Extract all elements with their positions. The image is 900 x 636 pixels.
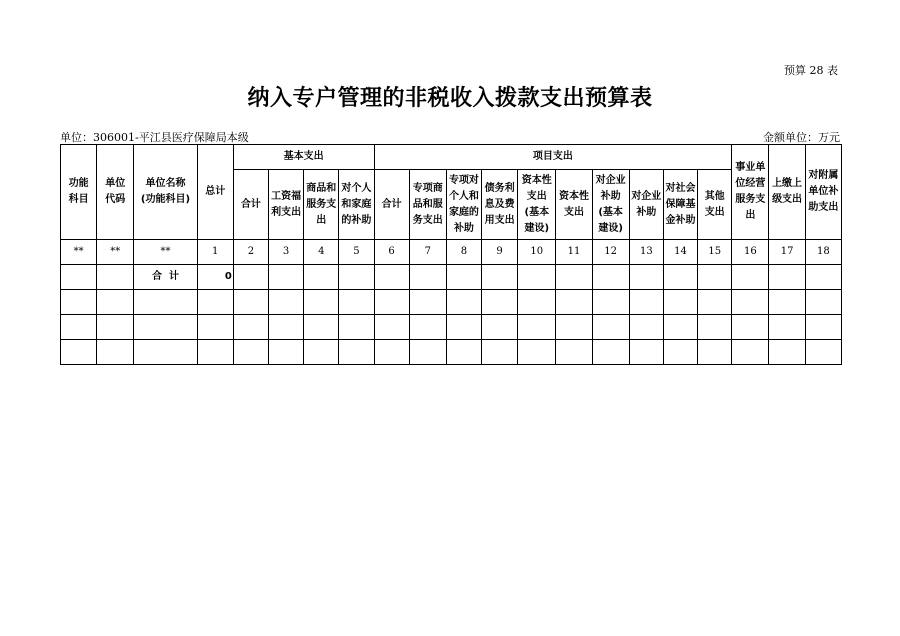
index-cell: 14 [663,240,697,265]
index-cell: 1 [197,240,233,265]
header-project-col: 专项商 品和服 务支出 [409,170,446,240]
header-project-col: 对企业 补助 [629,170,663,240]
table-cell [97,265,134,290]
table-cell [482,340,518,365]
table-cell [446,315,481,340]
table-cell [518,315,556,340]
header-project-expense: 项目支出 [374,145,732,170]
table-cell [134,315,197,340]
table-cell [304,315,339,340]
table-cell [374,290,409,315]
table-cell [732,340,769,365]
index-cell: 8 [446,240,481,265]
unit-info: 单位：306001-平江县医疗保障局本级 [60,131,249,144]
table-cell [663,315,697,340]
table-cell [374,340,409,365]
table-cell [304,290,339,315]
table-cell [769,290,805,315]
index-cell: 2 [233,240,268,265]
header-project-col: 合计 [374,170,409,240]
index-cell: 15 [698,240,732,265]
table-cell [134,340,197,365]
table-cell [805,265,841,290]
table-cell [134,290,197,315]
table-cell [732,265,769,290]
index-cell: 16 [732,240,769,265]
table-cell [61,290,97,315]
table-cell [97,290,134,315]
header-basic-col: 工资福 利支出 [269,170,304,240]
table-cell [339,290,374,315]
header-basic-expense: 基本支出 [233,145,374,170]
table-cell [374,265,409,290]
table-cell [732,315,769,340]
table-cell [269,265,304,290]
table-cell [61,315,97,340]
table-cell [482,265,518,290]
table-cell [663,340,697,365]
index-cell: ** [61,240,97,265]
header-project-col: 对企业 补助 (基本 建设) [592,170,629,240]
index-cell: ** [134,240,197,265]
table-cell [233,340,268,365]
table-cell [269,315,304,340]
table-cell [304,340,339,365]
table-cell [769,265,805,290]
table-cell [629,265,663,290]
table-cell [482,315,518,340]
index-cell: 10 [518,240,556,265]
header-unit-name: 单位名称 (功能科目) [134,145,197,240]
table-cell [409,340,446,365]
header-project-col: 资本性 支出 (基本 建设) [518,170,556,240]
header-project-col: 资本性 支出 [556,170,592,240]
table-cell [629,340,663,365]
table-cell [197,315,233,340]
table-cell [269,290,304,315]
index-cell: 5 [339,240,374,265]
index-cell: 11 [556,240,592,265]
index-cell: 13 [629,240,663,265]
header-unit-code: 单位 代码 [97,145,134,240]
table-cell [698,315,732,340]
table-cell [518,340,556,365]
table-cell [805,340,841,365]
table-cell [663,290,697,315]
table-cell [409,265,446,290]
header-project-col: 其他 支出 [698,170,732,240]
header-func-subject: 功能 科目 [61,145,97,240]
table-cell [518,265,556,290]
table-cell [592,315,629,340]
page-title: 纳入专户管理的非税收入拨款支出预算表 [247,85,653,111]
table-cell [518,290,556,315]
table-cell [409,290,446,315]
index-cell: 7 [409,240,446,265]
table-cell [592,290,629,315]
table-cell [556,265,592,290]
header-total: 总计 [197,145,233,240]
empty-row [61,315,842,340]
table-cell [556,315,592,340]
table-cell [698,265,732,290]
table-cell [698,290,732,315]
index-cell: 17 [769,240,805,265]
table-cell [233,315,268,340]
sum-row-total: 0 [197,265,233,290]
header-subsidiary-subsidy: 对附属 单位补 助支出 [805,145,841,240]
table-cell [269,340,304,365]
table-cell [97,340,134,365]
table-cell [592,340,629,365]
table-cell [339,315,374,340]
table-cell [339,340,374,365]
header-basic-col: 商品和 服务支 出 [304,170,339,240]
index-cell: 18 [805,240,841,265]
table-cell [592,265,629,290]
table-cell [446,265,481,290]
index-cell: 9 [482,240,518,265]
table-cell [197,290,233,315]
index-row [61,240,842,265]
form-number: 预算 28 表 [784,64,838,77]
table-cell [233,265,268,290]
table-cell [304,265,339,290]
table-cell [732,290,769,315]
table-cell [629,315,663,340]
table-cell [197,340,233,365]
table-cell [698,340,732,365]
header-project-col: 债务利 息及费 用支出 [482,170,518,240]
header-basic-col: 对个人 和家庭 的补助 [339,170,374,240]
index-cell: 12 [592,240,629,265]
header-business-operation-expense: 事业单 位经营 服务支 出 [732,145,769,240]
header-project-col: 对社会 保障基 金补助 [663,170,697,240]
table-cell [556,290,592,315]
amount-unit-info: 金额单位：万元 [763,131,840,144]
empty-row [61,340,842,365]
table-cell [97,315,134,340]
table-cell [556,340,592,365]
index-cell: 6 [374,240,409,265]
table-cell [769,315,805,340]
table-cell [663,265,697,290]
table-cell [233,290,268,315]
table-cell [446,340,481,365]
table-cell [769,340,805,365]
table-cell [629,290,663,315]
sum-row-label: 合 计 [134,265,197,290]
table-cell [482,290,518,315]
empty-row [61,290,842,315]
index-cell: 4 [304,240,339,265]
index-cell: 3 [269,240,304,265]
table-cell [61,340,97,365]
table-cell [446,290,481,315]
table-cell [61,265,97,290]
table-cell [805,315,841,340]
header-upper-level-expense: 上缴上 级支出 [769,145,805,240]
table-cell [339,265,374,290]
budget-table [60,144,842,365]
table-cell [374,315,409,340]
header-project-col: 专项对 个人和 家庭的 补助 [446,170,481,240]
index-cell: ** [97,240,134,265]
header-basic-col: 合计 [233,170,268,240]
sum-row [61,265,842,290]
table-cell [805,290,841,315]
table-cell [409,315,446,340]
